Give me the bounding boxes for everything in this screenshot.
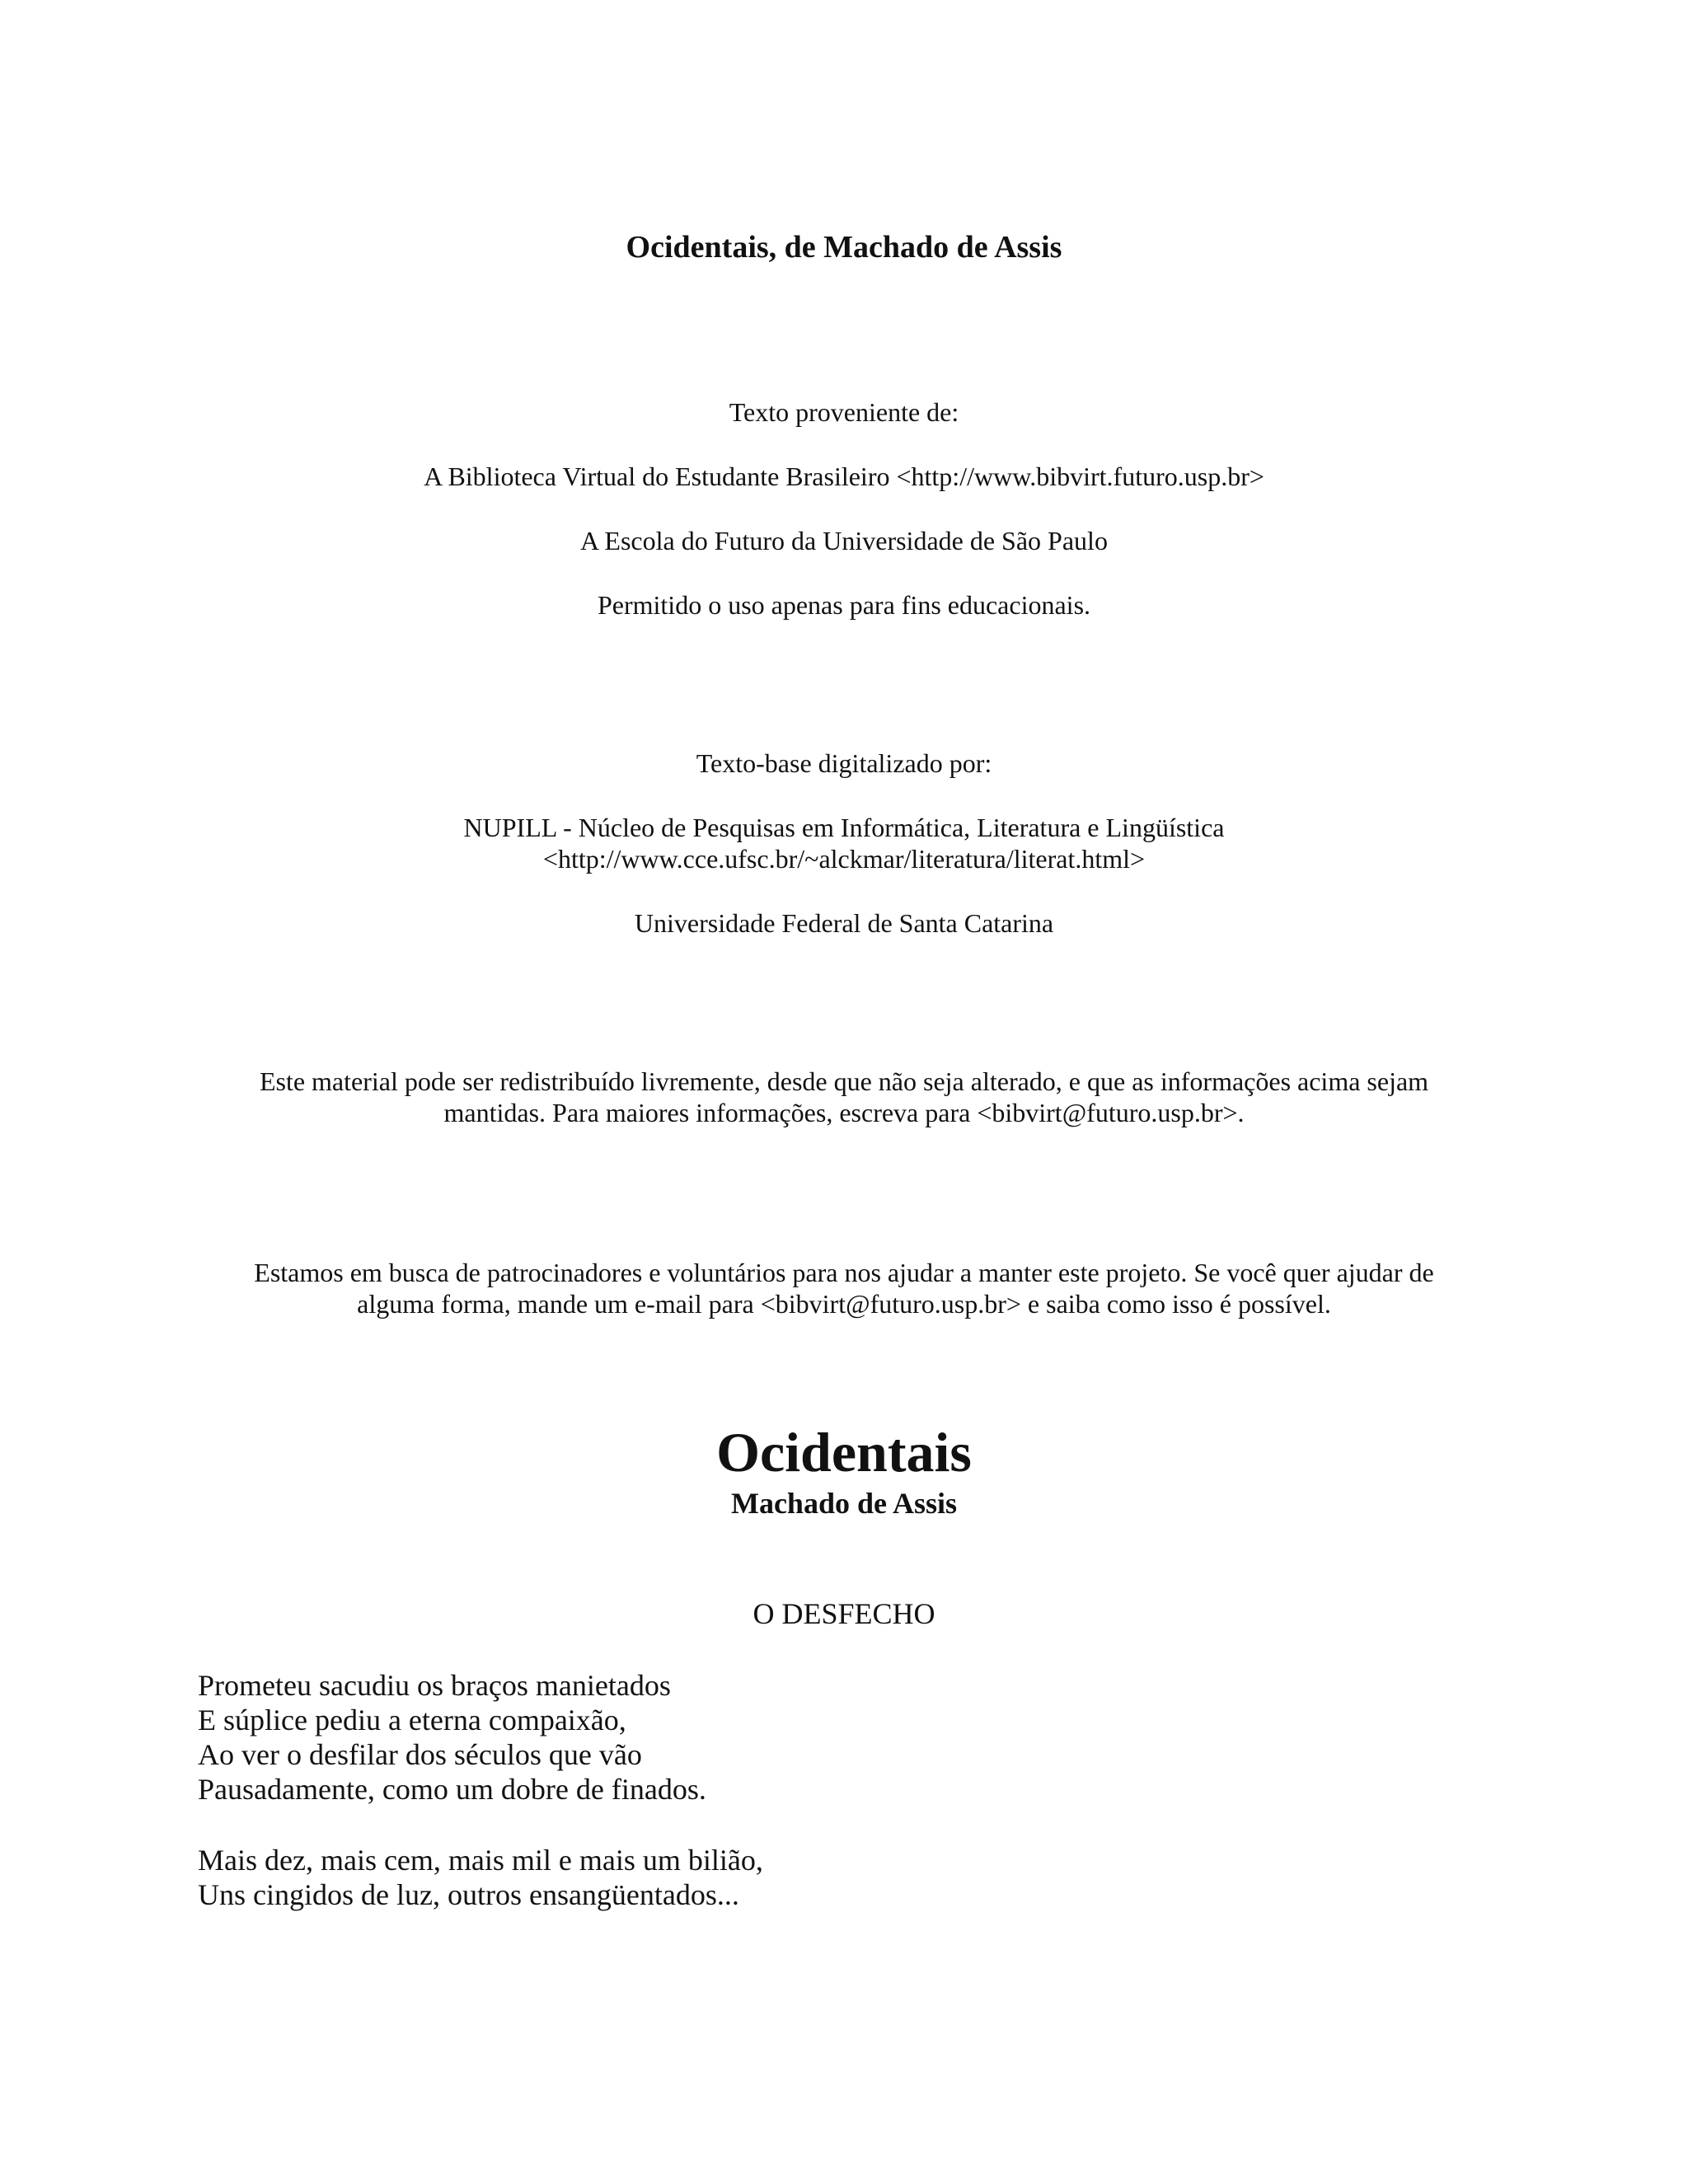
digitized-org-line-1: NUPILL - Núcleo de Pesquisas em Informática, Literatura e Lingüística	[463, 813, 1225, 842]
poem-title: O DESFECHO	[753, 1597, 935, 1630]
source-school-line: A Escola do Futuro da Universidade de São Paulo	[580, 526, 1108, 555]
poem-line: E súplice pediu a eterna compaixão,	[198, 1704, 626, 1736]
appeal-line-2: alguma forma, mande um e-mail para <bibvirt@futuro.usp.br> e saiba como isso é possível.	[357, 1289, 1331, 1319]
source-library-line: A Biblioteca Virtual do Estudante Brasileiro <http://www.bibvirt.futuro.usp.br>	[424, 462, 1264, 491]
notice-line-2: mantidas. Para maiores informações, escreva para <bibvirt@futuro.usp.br>.	[443, 1098, 1245, 1127]
poem-line: Ao ver o desfilar dos séculos que vão	[198, 1738, 642, 1771]
source-intro: Texto proveniente de:	[729, 397, 959, 427]
appeal-line-1: Estamos em busca de patrocinadores e voluntários para nos ajudar a manter este projeto. Se você quer ajudar de	[254, 1258, 1434, 1287]
poem-stanza-2	[198, 1843, 763, 1912]
document-header-title: Ocidentais, de Machado de Assis	[626, 230, 1062, 265]
digitized-org-line-2: <http://www.cce.ufsc.br/~alckmar/literatura/literat.html>	[542, 844, 1146, 874]
source-permission-line: Permitido o uso apenas para fins educacionais.	[597, 590, 1091, 620]
digitized-intro: Texto-base digitalizado por:	[696, 748, 992, 778]
notice-line-1: Este material pode ser redistribuído livremente, desde que não seja alterado, e que as informações acima sejam	[259, 1066, 1429, 1096]
poem-line: Prometeu sacudiu os braços manietados	[198, 1669, 671, 1702]
poem-line: Pausadamente, como um dobre de finados.	[198, 1773, 706, 1806]
poem-line: Mais dez, mais cem, mais mil e mais um bilião,	[198, 1844, 763, 1877]
book-author: Machado de Assis	[730, 1487, 958, 1520]
poem-line: Uns cingidos de luz, outros ensangüentados...	[198, 1878, 739, 1911]
book-title: Ocidentais	[716, 1421, 972, 1483]
poem-stanza-1	[198, 1668, 706, 1807]
digitized-university-line: Universidade Federal de Santa Catarina	[634, 908, 1054, 938]
